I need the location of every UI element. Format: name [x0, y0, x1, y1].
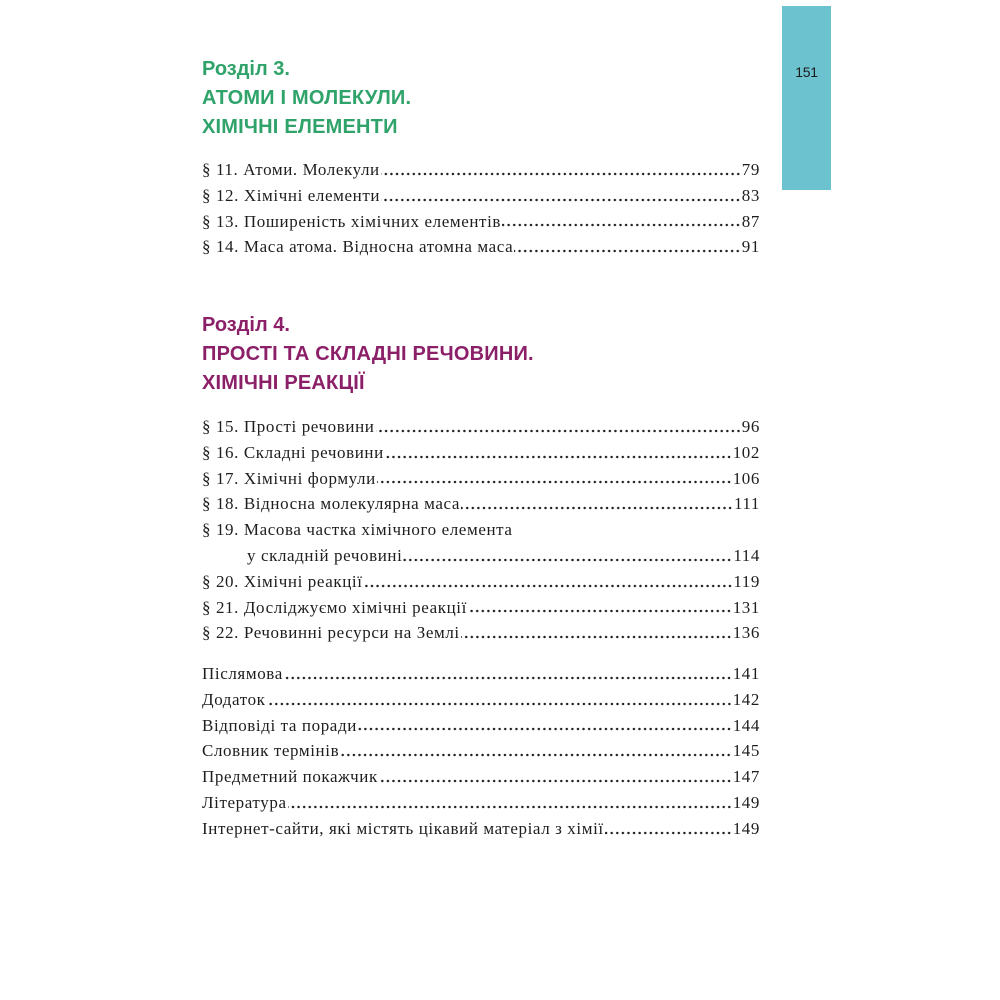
- toc-entry[interactable]: [202, 764, 760, 790]
- entry-title: Література: [202, 792, 287, 812]
- dot-leader: [267, 702, 732, 706]
- dot-leader: [514, 249, 741, 253]
- entry-page: 149: [732, 818, 760, 838]
- page-number: 151: [795, 64, 818, 80]
- dot-leader: [288, 805, 732, 809]
- dot-leader: [379, 779, 732, 783]
- toc-entry[interactable]: [202, 738, 760, 764]
- section-3-heading: [202, 55, 411, 142]
- entry-page: 149: [732, 792, 760, 812]
- entry-title: Хімічні елементи: [243, 185, 381, 205]
- entry-page: 111: [733, 494, 760, 514]
- toc-entry[interactable]: [202, 234, 760, 260]
- entry-title: Прості речовини: [243, 417, 375, 436]
- entry-page: 144: [732, 715, 760, 735]
- dot-leader: [502, 223, 741, 227]
- entry-title: Масова частка хімічного елемента: [243, 520, 513, 540]
- dot-leader: [461, 506, 733, 510]
- toc-entry[interactable]: [202, 209, 760, 235]
- toc-entry[interactable]: [202, 713, 760, 739]
- entry-title: Словник термінів: [202, 741, 340, 761]
- toc-entry[interactable]: [202, 466, 760, 492]
- entry-number: § 18.: [202, 494, 239, 514]
- section-4-label: Розділ 4.: [202, 314, 290, 336]
- entry-page: 106: [732, 468, 760, 488]
- entry-title-continuation: у складній речовині: [247, 545, 403, 565]
- entry-page: 142: [732, 689, 760, 709]
- entry-title: Поширеність хімічних елементів: [243, 211, 502, 231]
- entry-title: Відносна молекулярна маса: [243, 494, 461, 514]
- toc-entry[interactable]: [202, 790, 760, 816]
- toc-entry[interactable]: [202, 157, 760, 183]
- entry-title: Додаток: [202, 689, 266, 709]
- entry-page: 102: [732, 442, 760, 462]
- entry-number: § 21.: [202, 597, 239, 617]
- entry-page: 145: [732, 741, 760, 761]
- toc-entry[interactable]: [202, 816, 760, 842]
- entry-page: 147: [732, 767, 760, 787]
- dot-leader: [284, 676, 732, 680]
- entry-page: 87: [741, 211, 760, 231]
- entry-title: Предметний покажчик: [202, 767, 378, 787]
- dot-leader: [377, 480, 732, 484]
- entry-page: 136: [732, 623, 760, 643]
- page-tab: [782, 6, 831, 190]
- dot-leader: [358, 727, 732, 731]
- entry-title: Речовинні ресурси на Землі: [243, 623, 460, 643]
- entry-page: 83: [741, 185, 760, 205]
- entry-number: § 13.: [202, 211, 239, 231]
- entry-number: § 22.: [202, 623, 239, 643]
- toc-entry[interactable]: [202, 543, 760, 569]
- toc-entry[interactable]: [202, 440, 760, 466]
- section-4-heading: [202, 311, 534, 398]
- entry-title: Атоми. Молекули: [243, 160, 380, 179]
- toc-entry[interactable]: [202, 620, 760, 646]
- entry-page: 141: [732, 664, 760, 683]
- entry-page: 96: [741, 417, 760, 436]
- entry-title: Хімічні формули: [243, 468, 376, 488]
- entry-page: 131: [732, 597, 760, 617]
- dot-leader: [403, 558, 732, 562]
- section-3-label: Розділ 3.: [202, 58, 290, 80]
- entry-page: 114: [733, 545, 760, 565]
- toc-entry[interactable]: [202, 687, 760, 713]
- entry-number: § 12.: [202, 185, 239, 205]
- section-3-title-line2: ХІМІЧНІ ЕЛЕМЕНТИ: [202, 116, 398, 138]
- dot-leader: [381, 198, 741, 202]
- dot-leader: [468, 609, 732, 613]
- section-3-title-line1: АТОМИ І МОЛЕКУЛИ.: [202, 87, 412, 109]
- entry-number: § 11.: [202, 160, 239, 179]
- entry-number: § 17.: [202, 468, 239, 488]
- toc-entry[interactable]: [202, 183, 760, 209]
- toc-entry[interactable]: [202, 491, 760, 517]
- dot-leader: [364, 584, 733, 588]
- toc-entry[interactable]: [202, 569, 760, 595]
- entry-title: Складні речовини: [243, 442, 384, 462]
- toc-entry[interactable]: [202, 595, 760, 621]
- dot-leader: [461, 635, 732, 639]
- toc-entry[interactable]: [202, 661, 760, 687]
- toc-entry[interactable]: [202, 414, 760, 440]
- entry-title: Інтернет-сайти, які містять цікавий матеріал з хімії: [202, 818, 604, 838]
- entry-number: § 14.: [202, 237, 239, 257]
- entry-number: § 16.: [202, 442, 239, 462]
- entry-page: 119: [733, 571, 760, 591]
- dot-leader: [385, 455, 732, 459]
- appendix-toc: [202, 661, 760, 842]
- section-4-title-line1: ПРОСТІ ТА СКЛАДНІ РЕЧОВИНИ.: [202, 343, 534, 365]
- entry-title: Відповіді та поради: [202, 715, 357, 735]
- entry-number: § 19.: [202, 520, 239, 540]
- entry-number: § 20.: [202, 571, 239, 591]
- entry-title: Післямова: [202, 664, 283, 683]
- dot-leader: [381, 172, 741, 176]
- entry-title: Хімічні реакції: [243, 571, 363, 591]
- dot-leader: [605, 831, 732, 835]
- section-3-toc: [202, 157, 760, 260]
- dot-leader: [340, 753, 731, 757]
- section-4-title-line2: ХІМІЧНІ РЕАКЦІЇ: [202, 372, 365, 394]
- entry-number: § 15.: [202, 417, 239, 436]
- entry-title: Досліджуємо хімічні реакції: [243, 597, 467, 617]
- entry-page: 91: [741, 237, 760, 257]
- section-4-toc: [202, 414, 760, 646]
- entry-title: Маса атома. Відносна атомна маса: [243, 237, 514, 257]
- dot-leader: [376, 429, 741, 433]
- toc-entry-first-line[interactable]: [202, 517, 760, 543]
- entry-page: 79: [741, 160, 760, 179]
